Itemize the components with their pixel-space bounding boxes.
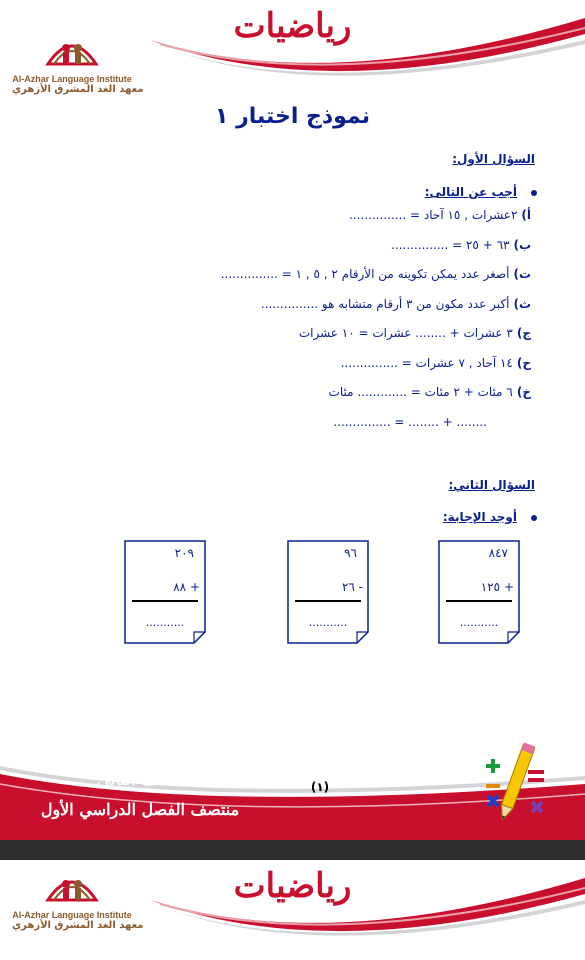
list-item: ح)١٤ آحاد , ٧ عشرات = ............... (340, 355, 531, 370)
question1-heading: السؤال الأول: (452, 152, 535, 166)
problem-card (124, 540, 206, 644)
card-top-number: ٢٠٩ (174, 546, 194, 560)
grade-label: الصف الثانى (96, 770, 184, 790)
logo-english-name: Al-Azhar Language Institute (12, 910, 132, 920)
list-item: ج)٣ عشرات + ........ عشرات = ١٠ عشرات (298, 326, 531, 340)
term-label: منتصف الفصل الدراسي الأول (40, 800, 240, 819)
list-item: ت)أصغر عدد يمكن تكوينه من الأرقام ٢ , ٥ , ١ = ............... (220, 267, 531, 281)
list-item: ب)٦٣ + ٢٥ = ............... (391, 237, 531, 252)
bullet-icon (531, 190, 537, 196)
worksheet-page-2 (0, 860, 585, 960)
logo-emblem-icon (42, 34, 102, 68)
question1-items (201, 207, 531, 443)
card-top-number: ٨٤٧ (488, 546, 508, 560)
question2-heading: السؤال الثاني: (448, 478, 535, 492)
exam-title: نموذج اختبار ١ (215, 104, 370, 129)
card-answer-blank: ........... (308, 616, 348, 629)
bullet-icon (531, 515, 537, 521)
card-second-number: + ٨٨ (173, 580, 200, 594)
card-answer-blank: ........... (459, 616, 499, 629)
institute-logo (12, 870, 144, 940)
card-second-number: - ٢٦ (341, 580, 363, 594)
math-pencil-icon (480, 740, 550, 830)
page-number: (١) (310, 780, 330, 794)
list-item: ث)أكبر عدد مكون من ٣ أرقام متشابه هو ............... (260, 296, 531, 311)
institute-logo (12, 34, 144, 104)
logo-arabic-name: معهد الغد المشرق الأزهري (12, 920, 144, 931)
list-item: خ)٦ مئات + ٢ مئات = ............. مئات (328, 385, 531, 399)
card-top-number: ٩٦ (344, 546, 357, 560)
question1-instruction: أجب عن التالى: (425, 185, 537, 199)
page-separator (0, 840, 585, 860)
logo-arabic-name: معهد الغد المشرق الأزهري (12, 84, 144, 95)
problem-card (287, 540, 369, 644)
card-sum-line (295, 600, 361, 602)
subject-title: رياضيات (233, 866, 352, 906)
list-item: ........ + ........ = ............... (333, 414, 487, 429)
card-second-number: + ١٢٥ (480, 580, 514, 594)
logo-emblem-icon (42, 870, 102, 904)
logo-english-name: Al-Azhar Language Institute (12, 74, 132, 84)
list-item: أ)٢عشرات , ١٥ آحاد = ............... (349, 208, 531, 222)
problem-card (438, 540, 520, 644)
card-sum-line (132, 600, 198, 602)
question2-instruction: أوجد الإجابة: (443, 510, 537, 524)
card-sum-line (446, 600, 512, 602)
subject-title: رياضيات (233, 6, 352, 46)
card-answer-blank: ........... (145, 616, 185, 629)
